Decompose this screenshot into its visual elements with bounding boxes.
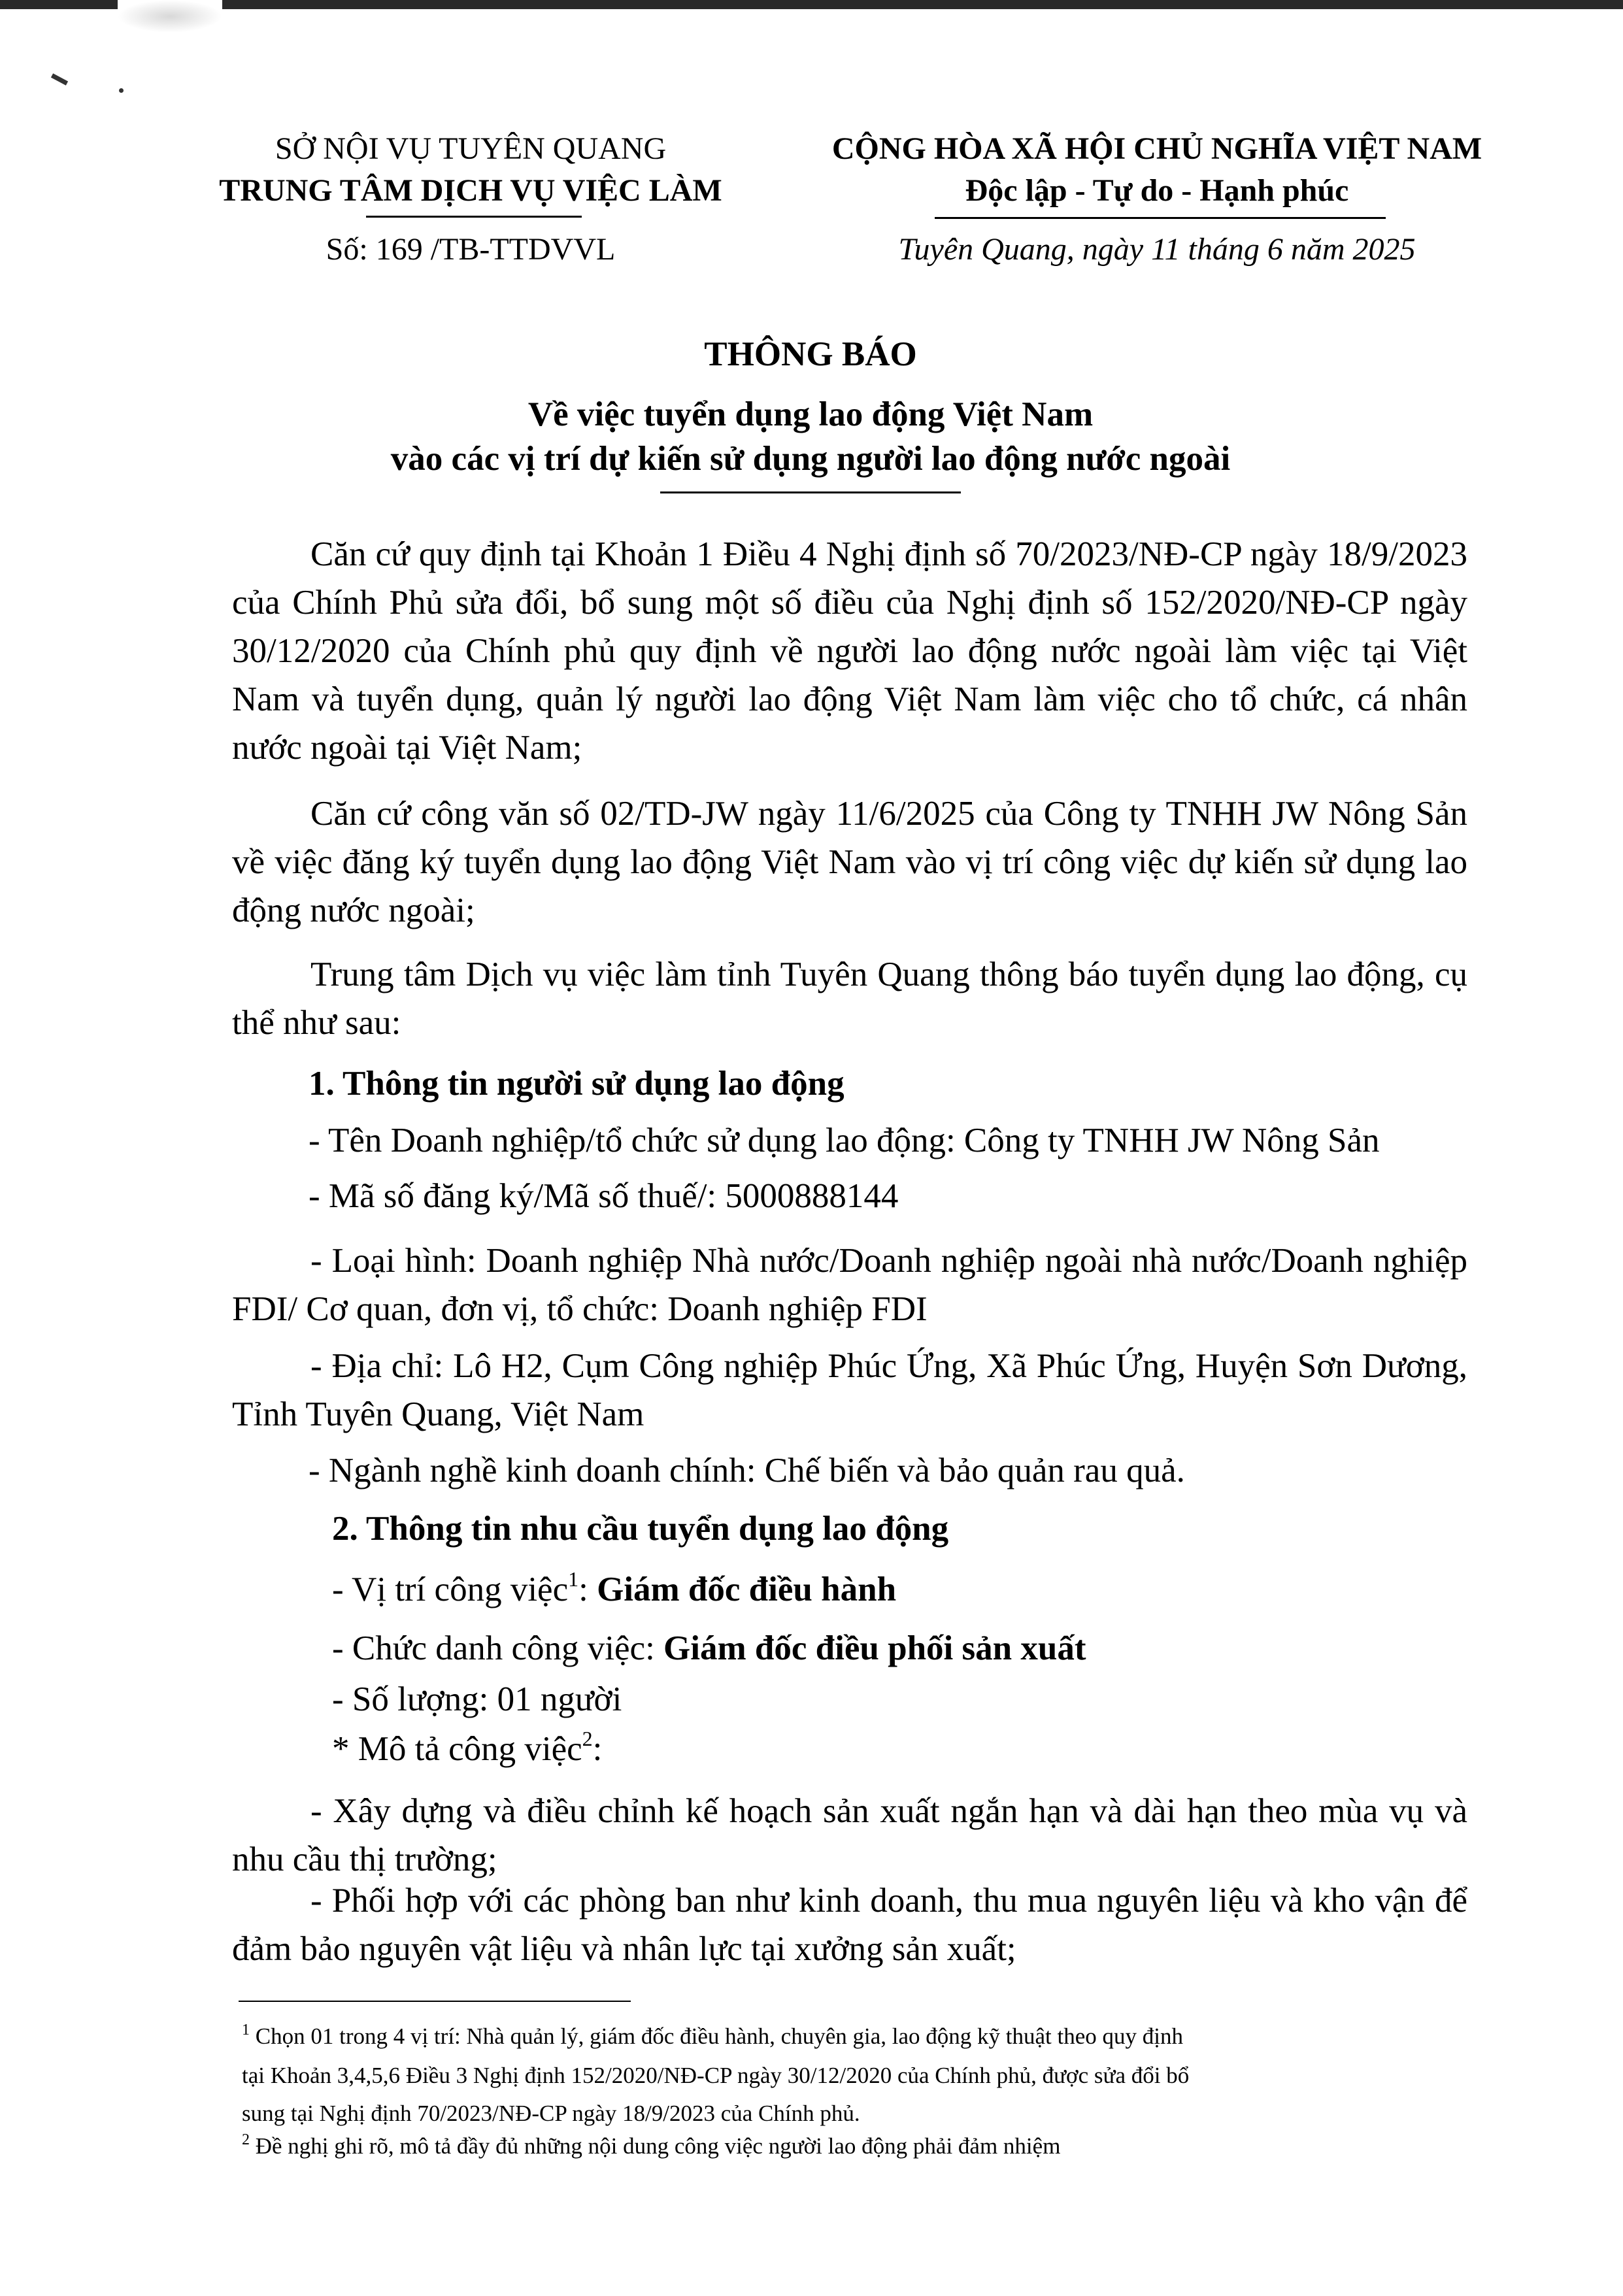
scan-shadow [118,0,222,33]
header-country: CỘNG HÒA XÃ HỘI CHỦ NGHĨA VIỆT NAM [831,131,1482,166]
footnote-1-line-1 [242,2020,1262,2054]
footnote-2-mark: 2 [242,2131,250,2148]
job-title-label: - Chức danh công việc: [332,1629,664,1667]
job-task-1 [232,1787,1467,1884]
paragraph-announcement [232,950,1467,1047]
footnote-ref-1: 1 [568,1567,579,1591]
employer-address [232,1342,1467,1439]
scan-speck [119,88,124,93]
document-subtitle-1: Về việc tuyển dụng lao động Việt Nam [527,395,1094,433]
footnote-text: Đề nghị ghi rõ, mô tả đầy đủ những nội dung công việc người lao động phải đảm nhiệm [250,2133,1061,2159]
job-title-value: Giám đốc điều phối sản xuất [663,1629,1086,1667]
paragraph-text: - Phối hợp với các phòng ban như kinh doanh, thu mua nguyên liệu và kho vận để đảm bảo nguyên vật liệu và nhân lực tại xưởng sản xuất; [232,1882,1467,1968]
job-position-label: - Vị trí công việc [332,1571,569,1608]
footnote-ref-2: 2 [582,1727,593,1750]
paragraph-text: - Địa chỉ: Lô H2, Cụm Công nghiệp Phúc Ứng, Xã Phúc Ứng, Huyện Sơn Dương, Tỉnh Tuyên Quang, Việt Nam [232,1347,1467,1433]
document-subtitle-2: vào các vị trí dự kiến sử dụng người lao động nước ngoài [390,440,1231,478]
footnote-separator [239,2001,631,2002]
employer-type [232,1237,1467,1333]
header-center: TRUNG TÂM DỊCH VỤ VIỆC LÀM [219,173,722,208]
place-date: Tuyên Quang, ngày 11 tháng 6 năm 2025 [898,232,1416,267]
header-motto: Độc lập - Tự do - Hạnh phúc [965,173,1349,208]
header-agency: SỞ NỘI VỤ TUYÊN QUANG [275,131,667,166]
paragraph-text: Trung tâm Dịch vụ việc làm tỉnh Tuyên Quang thông báo tuyển dụng lao động, cụ thể như sau: [232,956,1467,1042]
paragraph-legal-basis-2 [232,790,1467,935]
paragraph-text: Căn cứ quy định tại Khoản 1 Điều 4 Nghị định số 70/2023/NĐ-CP ngày 18/9/2023 của Chính Phủ sửa đổi, bổ sung một số điều của Nghị định số 152/2020/NĐ-CP ngày 30/12/2020 của Chính phủ quy định về người lao động nước ngoài làm việc tại Việt Nam và tuyển dụng, quản lý người lao động Việt Nam làm việc cho tổ chức, cá nhân nước ngoài tại Việt Nam; [232,535,1467,767]
title-underline [660,491,961,493]
job-quantity: - Số lượng: 01 người [332,1680,622,1718]
footnote-1-mark: 1 [242,2021,250,2038]
scan-border [0,0,1623,9]
paragraph-text: - Xây dựng và điều chỉnh kế hoạch sản xuất ngắn hạn và dài hạn theo mùa vụ và nhu cầu thị trường; [232,1792,1467,1878]
document-number: Số: 169 /TB-TTDVVL [326,232,616,267]
job-title [332,1624,1086,1672]
job-description-label: * Mô tả công việc$^2$: [332,1727,603,1768]
footnote-1-line-3: sung tại Nghị định 70/2023/NĐ-CP ngày 18/9/2023 của Chính phủ. [242,2101,860,2126]
employer-company: - Tên Doanh nghiệp/tổ chức sử dụng lao động: Công ty TNHH JW Nông Sản [309,1122,1380,1159]
job-description-text: * Mô tả công việc [332,1730,582,1768]
job-task-2 [232,1876,1467,1973]
scan-speck [51,73,68,85]
employer-tax-code: - Mã số đăng ký/Mã số thuế/: 5000888144 [309,1177,899,1215]
paragraph-legal-basis-1 [232,530,1467,772]
document-title: THÔNG BÁO [704,335,917,373]
job-position: - Vị trí công việc$^1$: Giám đốc điều hành [332,1567,897,1608]
footnote-text: Chọn 01 trong 4 vị trí: Nhà quản lý, giám đốc điều hành, chuyên gia, lao động kỹ thuật theo quy định [250,2023,1183,2049]
job-position-value: Giám đốc điều hành [597,1571,897,1608]
employer-business: - Ngành nghề kinh doanh chính: Chế biến và bảo quản rau quả. [309,1452,1185,1489]
header-left-underline [366,216,582,218]
footnote-1-line-2: tại Khoản 3,4,5,6 Điều 3 Nghị định 152/2020/NĐ-CP ngày 30/12/2020 của Chính phủ, được sửa đổi bổ [242,2063,1190,2088]
footnote-2 [242,2129,1262,2163]
section-2-heading: 2. Thông tin nhu cầu tuyển dụng lao động [332,1510,949,1548]
paragraph-text: - Loại hình: Doanh nghiệp Nhà nước/Doanh nghiệp ngoài nhà nước/Doanh nghiệp FDI/ Cơ quan, đơn vị, tổ chức: Doanh nghiệp FDI [232,1242,1467,1328]
header-right-underline [935,217,1386,219]
section-1-heading: 1. Thông tin người sử dụng lao động [309,1065,845,1103]
paragraph-text: Căn cứ công văn số 02/TD-JW ngày 11/6/2025 của Công ty TNHH JW Nông Sản về việc đăng ký tuyển dụng lao động Việt Nam vào vị trí công việc dự kiến sử dụng lao động nước ngoài; [232,795,1467,929]
